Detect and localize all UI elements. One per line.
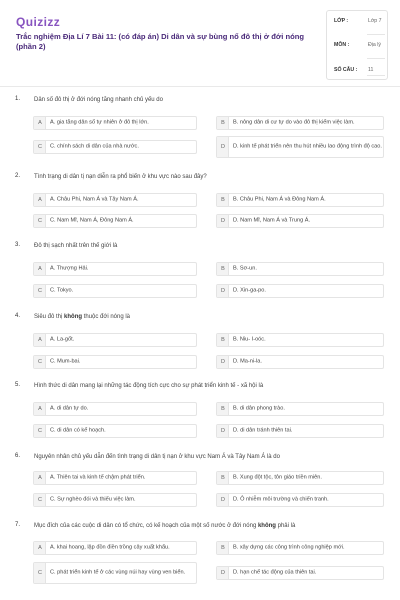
option-text: D. Nam Mĩ, Nam Á và Trung Á.: [233, 217, 311, 224]
option-text: C. Mum-bai.: [50, 358, 81, 365]
option-c[interactable]: [33, 424, 197, 438]
question-number: 3.: [15, 242, 21, 248]
option-letter: D: [217, 215, 229, 227]
option-letter: C: [34, 425, 46, 437]
option-letter: D: [217, 285, 229, 297]
question-text: Mục đích của các cuộc di dân có tổ chức, có kế hoạch của một số nước ở đới nóng không phải là: [34, 523, 296, 529]
class-value: Lớp 7: [368, 18, 382, 24]
option-text: D. hạn chế tác động của thiên tai.: [233, 569, 317, 576]
subject-underline: [367, 58, 385, 59]
option-letter: A: [34, 117, 46, 129]
count-value: 11: [368, 67, 374, 73]
option-d[interactable]: [216, 284, 384, 298]
option-letter: B: [217, 403, 229, 415]
question-text: Hình thức di dân mang lại những tác động tích cực cho sự phát triển kinh tế - xã hội là: [34, 383, 264, 389]
header-divider: [0, 86, 400, 87]
emphasis-not: không: [257, 523, 276, 529]
option-text: A. Thượng Hải.: [50, 265, 89, 272]
option-b[interactable]: [216, 541, 384, 555]
option-letter: C: [34, 141, 46, 153]
option-c[interactable]: [33, 562, 197, 584]
option-letter: B: [217, 542, 229, 554]
question-text: Siêu đô thị không thuộc đới nóng là: [34, 314, 130, 320]
option-text: A. khai hoang, lập đồn điền trồng cây xuất khẩu.: [50, 544, 170, 551]
question-text: Tình trạng di dân tị nạn diễn ra phổ biến ở khu vực nào sau đây?: [34, 174, 207, 180]
option-d[interactable]: [216, 424, 384, 438]
question-number: 4.: [15, 313, 21, 319]
class-label: LỚP :: [334, 18, 349, 24]
question-number: 7.: [15, 522, 21, 528]
question-number: 6.: [15, 453, 21, 459]
option-letter: C: [34, 563, 46, 583]
option-b[interactable]: [216, 333, 384, 347]
question-number: 2.: [15, 173, 21, 179]
option-letter: C: [34, 356, 46, 368]
option-b[interactable]: [216, 471, 384, 485]
question-number: 5.: [15, 382, 21, 388]
option-letter: A: [34, 334, 46, 346]
option-a[interactable]: [33, 193, 197, 207]
option-text: B. xây dựng các công trình công nghiệp mới.: [233, 544, 345, 551]
option-text: A. La-gốt.: [50, 336, 75, 343]
option-text: B. Niu- I-oóc.: [233, 336, 266, 343]
option-text: D. Ô nhiễm môi trường và chiến tranh.: [233, 496, 329, 503]
option-b[interactable]: [216, 193, 384, 207]
option-text: B. Xung đột tộc, tôn giáo triền miên.: [233, 474, 322, 481]
option-d[interactable]: [216, 493, 384, 507]
option-letter: A: [34, 263, 46, 275]
option-c[interactable]: [33, 214, 197, 228]
option-a[interactable]: [33, 333, 197, 347]
option-b[interactable]: [216, 116, 384, 130]
option-text: B. nông dân di cư tự do vào đô thị kiếm việc làm.: [233, 119, 355, 126]
option-text: D. Xin-ga-po.: [233, 287, 266, 294]
option-text: A. gia tăng dân số tự nhiên ở đô thị lớn.: [50, 119, 149, 126]
option-text: B. di dân phong trào.: [233, 405, 285, 412]
option-text: C. Tokyo.: [50, 287, 74, 294]
option-d[interactable]: [216, 214, 384, 228]
option-text: C. Nam Mĩ, Nam Á, Đông Nam Á.: [50, 217, 134, 224]
option-text: A. Thiên tai và kinh tế chậm phát triển.: [50, 474, 146, 481]
quizizz-logo: Quizizz: [16, 15, 61, 29]
option-d[interactable]: [216, 566, 384, 580]
option-text: D. di dân tránh thiên tai.: [233, 427, 293, 434]
question-number: 1.: [15, 96, 21, 102]
option-c[interactable]: [33, 493, 197, 507]
option-a[interactable]: [33, 262, 197, 276]
option-letter: C: [34, 494, 46, 506]
option-letter: D: [217, 425, 229, 437]
subject-label: MÔN :: [334, 42, 350, 48]
option-text: B. Châu Phi, Nam Á và Đông Nam Á.: [233, 196, 326, 203]
option-letter: A: [34, 542, 46, 554]
option-text: A. di dân tự do.: [50, 405, 89, 412]
option-text: C. chính sách di dân của nhà nước.: [50, 143, 139, 150]
option-text: D. kinh tế phát triển nên thu hút nhiều lao động trình độ cao.: [233, 143, 382, 150]
option-letter: B: [217, 334, 229, 346]
option-letter: A: [34, 194, 46, 206]
option-c[interactable]: [33, 140, 197, 154]
emphasis-not: không: [64, 314, 83, 320]
option-letter: B: [217, 472, 229, 484]
question-text: Dân số đô thị ở đới nóng tăng nhanh chủ yếu do: [34, 97, 163, 103]
worksheet-meta-box: [326, 10, 388, 80]
worksheet-header: [0, 0, 400, 86]
option-letter: B: [217, 263, 229, 275]
option-letter: D: [217, 567, 229, 579]
option-letter: B: [217, 117, 229, 129]
option-b[interactable]: [216, 262, 384, 276]
option-text: D. Ma-ni-la.: [233, 358, 262, 365]
option-letter: A: [34, 472, 46, 484]
option-text: C. phát triển kinh tế ở các vùng núi hay vùng ven biển.: [50, 569, 186, 576]
option-a[interactable]: [33, 402, 197, 416]
option-text: A. Châu Phi, Nam Á và Tây Nam Á.: [50, 196, 139, 203]
option-letter: C: [34, 285, 46, 297]
option-text: C. Sự nghèo đói và thiếu việc làm.: [50, 496, 136, 503]
question-text: Nguyên nhân chủ yếu dẫn đến tình trạng di dân tị nạn ở khu vực Nam Á và Tây Nam Á là do: [34, 454, 280, 460]
option-a[interactable]: [33, 541, 197, 555]
option-a[interactable]: [33, 116, 197, 130]
option-letter: B: [217, 194, 229, 206]
option-text: B. Sơ-un.: [233, 265, 257, 272]
option-letter: D: [217, 356, 229, 368]
option-letter: D: [217, 137, 229, 157]
option-letter: D: [217, 494, 229, 506]
subject-value: Địa lý: [368, 42, 381, 48]
option-b[interactable]: [216, 402, 384, 416]
option-a[interactable]: [33, 471, 197, 485]
option-c[interactable]: [33, 284, 197, 298]
option-text: C. di dân có kế hoạch.: [50, 427, 106, 434]
count-label: SỐ CÂU :: [334, 67, 358, 73]
option-d[interactable]: [216, 355, 384, 369]
page-title: Trắc nghiệm Địa Lí 7 Bài 11: (có đáp án) Di dân và sự bùng nổ đô thị ở đới nóng (phần 2): [16, 32, 305, 51]
question-text: Đô thị sạch nhất trên thế giới là: [34, 243, 118, 249]
option-c[interactable]: [33, 355, 197, 369]
count-underline: [367, 75, 385, 76]
option-letter: C: [34, 215, 46, 227]
option-letter: A: [34, 403, 46, 415]
option-d[interactable]: [216, 136, 384, 158]
class-underline: [367, 34, 385, 35]
